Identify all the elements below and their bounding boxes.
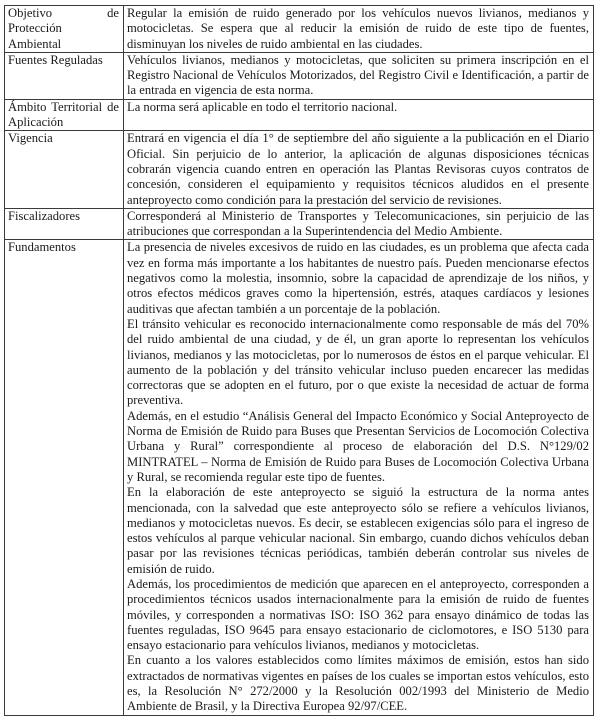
row-label bbox=[5, 52, 124, 99]
paragraph: Corresponderá al Ministerio de Transportes y Telecomunicaciones, sin perjuicio de las atribuciones que correspondan a la Superintendencia del Medio Ambiente. bbox=[127, 208, 589, 239]
row-label-line: Fuentes Reguladas bbox=[8, 52, 103, 67]
paragraph: En la elaboración de este anteproyecto se siguió la estructura de la norma antes mencionada, con la salvedad que este anteproyecto sólo se refiere a vehículos livianos, medianos y motocicletas nuevos. Es decir, se establecen exigencias sólo para el ingreso de estos vehículos al parque vehicular nacional. Sin embargo, cuando dichos vehículos deban pasar por las revisiones técnicas periódicas, también deberán controlar sus niveles de emisión de ruido. bbox=[127, 485, 589, 576]
row-label bbox=[5, 6, 124, 53]
norm-summary-table bbox=[4, 5, 594, 716]
row-content bbox=[124, 99, 594, 131]
row-label-line: Fiscalizadores bbox=[8, 208, 81, 223]
paragraph: Además, en el estudio “Análisis General del Impacto Económico y Social Anteproyecto de Norma de Emisión de Ruido para Buses que Presentan Servicios de Locomoción Colectiva Urbana y Rural” correspondiente al proceso de elaboración del D.S. N°129/02 MINTRATEL – Norma de Emisión de Ruido para Buses de Locomoción Colectiva Urbana y Rural, se recomienda regular este tipo de fuentes. bbox=[127, 408, 589, 484]
row-label-line: Vigencia bbox=[8, 131, 53, 146]
paragraph: El tránsito vehicular es reconocido internacionalmente como responsable de más del 70% del ruido ambiental de una ciudad, y de él, un gran aporte lo representan los vehículos livianos, medianos y las motocicletas, por lo numerosos de éstos en el parque vehicular. El aumento de la población y del tránsito vehicular incluso pueden encarecer las medidas correctoras que se adopten en el futuro, por o que existe la necesidad de actuar de forma preventiva. bbox=[127, 316, 589, 408]
row-label bbox=[5, 99, 124, 131]
table-row-objetivo bbox=[5, 6, 594, 53]
paragraph: En cuanto a los valores establecidos como límites máximos de emisión, estos han sido extractados de normativas vigentes en países de los cuales se importan estos vehículos, esto es, la Resolución N° 272/2000 y la Resolución 002/1993 del Ministerio de Medio Ambiente de Brasil, y la Directiva Europea 92/97/CEE. bbox=[127, 653, 589, 714]
paragraph: Entrará en vigencia el día 1° de septiembre del año siguiente a la publicación en el Diario Oficial. Sin perjuicio de lo anterior, la aplicación de algunas disposiciones técnicas cobrarán vigencia cuando entren en operación las Plantas Revisoras cuyos contratos de concesión, consideren el equipamiento y requisitos técnicos aludidos en el presente anteproyecto como condición para la prestación del servicio de revisiones. bbox=[127, 131, 589, 207]
table-row-fundamentos bbox=[5, 240, 594, 715]
table-row-ambito bbox=[5, 99, 594, 131]
row-content bbox=[124, 52, 594, 99]
row-content bbox=[124, 131, 594, 208]
row-content bbox=[124, 208, 594, 240]
row-label-line: Ambiental bbox=[8, 36, 62, 51]
table-row-vigencia bbox=[5, 131, 594, 208]
row-label-line: Objetivo de Protección bbox=[8, 6, 119, 36]
row-content bbox=[124, 240, 594, 715]
table-row-fiscalizadores bbox=[5, 208, 594, 240]
paragraph: La presencia de niveles excesivos de ruido en las ciudades, es un problema que afecta cada vez en forma más importante a los habitantes de nuestro país. Pueden mencionarse efectos negativos como la molestia, insomnio, sobre la capacidad de aprendizaje de los niños, y otros efectos médicos graves como la hipertensión, estrés, ataques cardíacos y lesiones auditivas que afectan también a un porcentaje de la población. bbox=[127, 240, 589, 316]
row-label-line: Ámbito Territorial de bbox=[8, 99, 119, 114]
row-label-line: Fundamentos bbox=[8, 240, 76, 255]
row-content bbox=[124, 6, 594, 53]
paragraph: Además, los procedimientos de medición que aparecen en el anteproyecto, corresponden a procedimientos técnicos usados internacionalmente para la emisión de ruido de fuentes móviles, y corresponden a normativas ISO: ISO 362 para ensayo dinámico de todas las fuentes reguladas, ISO 9645 para ensayo estacionario de ciclomotores, e ISO 5130 para ensayo estacionario para vehículos livianos, medianos y motocicletas. bbox=[127, 576, 589, 653]
paragraph: La norma será aplicable en todo el territorio nacional. bbox=[127, 99, 398, 114]
row-label bbox=[5, 240, 124, 715]
row-label-line: Aplicación bbox=[8, 115, 64, 130]
paragraph: Vehículos livianos, medianos y motocicletas, que soliciten su primera inscripción en el Registro Nacional de Vehículos Motorizados, del Registro Civil e Identificación, a partir de la entrada en vigencia de esta norma. bbox=[127, 52, 589, 98]
row-label bbox=[5, 131, 124, 208]
table-row-fuentes bbox=[5, 52, 594, 99]
row-label bbox=[5, 208, 124, 240]
paragraph: Regular la emisión de ruido generado por los vehículos nuevos livianos, medianos y motocicletas. Se espera que al reducir la emisión de ruido de este tipo de fuentes, disminuyan los niveles de ruido ambiental en las ciudades. bbox=[127, 6, 589, 51]
